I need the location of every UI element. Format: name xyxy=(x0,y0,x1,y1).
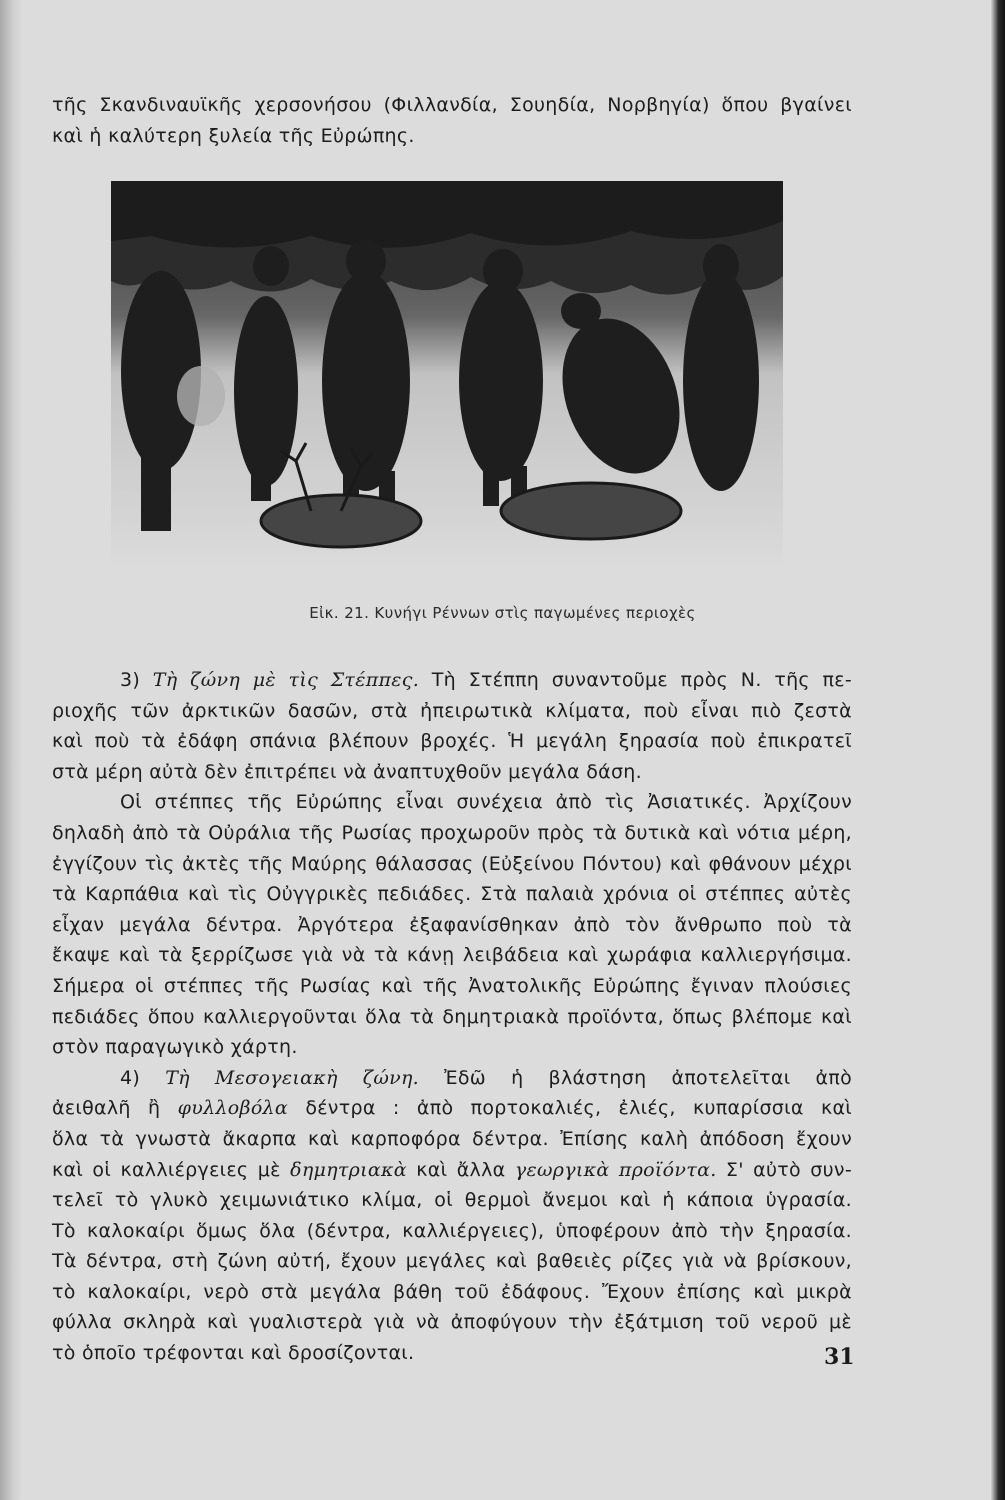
section-number: 4) xyxy=(120,1066,141,1089)
text-line: ἔκαψε καὶ τὰ ξερρίζωσε γιὰ νὰ τὰ κάνῃ λειβάδεια καὶ χωράφια καλλιεργήσιμα. xyxy=(52,944,852,967)
page-edge xyxy=(991,0,1005,1500)
section-heading-line xyxy=(52,665,852,696)
text-line xyxy=(52,1093,852,1124)
figure-caption: Εἰκ. 21. Κυνήγι Ρέννων στὶς παγωμένες περιοχὲς xyxy=(309,604,696,622)
italic-term: φυλλοβόλα xyxy=(177,1097,289,1120)
section-heading-line xyxy=(52,1063,852,1094)
text-line: δηλαδὴ ἀπὸ τὰ Οὐράλια τῆς Ρωσίας προχωροῦν πρὸς τὰ δυτικὰ καὶ νότια μέρη, xyxy=(52,821,852,844)
text-line: ριοχῆς τῶν ἀρκτικῶν δασῶν, στὰ ἠπειρωτικὰ κλίματα, ποὺ εἶναι πιὸ ζεστὰ xyxy=(52,699,852,722)
text-line: Σήμερα οἱ στέππες τῆς Ρωσίας καὶ τῆς Ἀνατολικῆς Εὐρώπης ἔγιναν πλούσιες xyxy=(52,974,852,997)
text-line: καὶ ποὺ τὰ ἐδάφη σπάνια βλέπουν βροχές. Ἡ μεγάλη ξηρασία ποὺ ἐπικρατεῖ xyxy=(52,730,852,753)
text-fragment: ἀειθαλῆ ἢ xyxy=(52,1097,161,1120)
text-line: τὰ Καρπάθια καὶ τὶς Οὐγγρικὲς πεδιάδες. Στὰ παλαιὰ χρόνια οἱ στέππες αὐτὲς xyxy=(52,883,852,906)
italic-term: δημητριακὰ xyxy=(290,1158,407,1181)
text-line: εἶχαν μεγάλα δέντρα. Ἀργότερα ἐξαφανίσθηκαν ἀπὸ τὸν ἄνθρωπο ποὺ τὰ xyxy=(52,913,852,936)
text-line: πεδιάδες ὅπου καλλιεργοῦνται ὅλα τὰ δημητριακὰ προϊόντα, ὅπως βλέπομε καὶ xyxy=(52,1005,852,1028)
intro-paragraph xyxy=(52,90,852,151)
text-line: Οἱ στέππες τῆς Εὐρώπης εἶναι συνέχεια ἀπὸ τὶς Ἀσιατικές. Ἀρχίζουν xyxy=(120,791,852,814)
text-line xyxy=(52,1155,852,1186)
text-fragment: καὶ οἱ καλλιέργειες μὲ xyxy=(52,1158,281,1181)
page-gutter xyxy=(0,0,22,1500)
text-line: καὶ ἡ καλύτερη ξυλεία τῆς Εὐρώπης. xyxy=(52,124,415,147)
text-line: Τὰ δέντρα, στὴ ζώνη αὐτή, ἔχουν μεγάλες καὶ βαθειὲς ρίζες γιὰ νὰ βρίσκουν, xyxy=(52,1250,852,1273)
text-line: τελεῖ τὸ γλυκὸ χειμωνιάτικο κλίμα, οἱ θερμοὶ ἄνεμοι καὶ ἡ κάποια ὑγρασία. xyxy=(52,1189,852,1212)
text-fragment: δέντρα : ἀπὸ πορτοκαλιές, ἐλιές, κυπαρίσσια καὶ xyxy=(305,1097,853,1120)
text-line: Τὸ καλοκαίρι ὅμως ὅλα (δέντρα, καλλιέργειες), ὑποφέρουν ἀπὸ τὴν ξηρασία. xyxy=(52,1219,852,1242)
italic-term: γεωργικὰ προϊόντα. xyxy=(514,1158,717,1181)
photo-illustration xyxy=(111,181,783,568)
section-title: Τὴ Μεσογειακὴ ζώνη. xyxy=(165,1066,419,1089)
text-fragment: Τὴ Στέππη συναντοῦμε πρὸς Ν. τῆς πε- xyxy=(431,669,852,691)
section-title: Τὴ ζώνη μὲ τὶς Στέππες. xyxy=(152,669,420,691)
text-line: ὅλα τὰ γνωστὰ ἄκαρπα καὶ καρποφόρα δέντρα. Ἐπίσης καλὴ ἀπόδοση ἔχουν xyxy=(52,1127,852,1150)
section-number: 3) xyxy=(120,669,141,691)
text-line: τὸ καλοκαίρι, νερὸ στὰ μεγάλα βάθη τοῦ ἐδάφους. Ἔχουν ἐπίσης καὶ μικρὰ xyxy=(52,1280,852,1303)
text-line: τὸ ὁποῖο τρέφονται καὶ δροσίζονται. xyxy=(52,1342,415,1365)
text-line: στὸν παραγωγικὸ χάρτη. xyxy=(52,1036,298,1059)
text-line: τῆς Σκανδιναυϊκῆς χερσονήσου (Φιλλανδία, Σουηδία, Νορβηγία) ὅπου βγαίνει xyxy=(52,94,852,116)
text-line: φύλλα σκληρὰ καὶ γυαλιστερὰ γιὰ νὰ ἀποφύγουν τὴν ἐξάτμιση τοῦ νεροῦ μὲ xyxy=(52,1311,852,1334)
section-steppes xyxy=(52,665,852,1369)
text-line: ἐγγίζουν τὶς ἀκτὲς τῆς Μαύρης θάλασσας (Εὐξείνου Πόντου) καὶ φθάνουν μέχρι xyxy=(52,852,852,875)
reindeer-hunt-photo xyxy=(111,181,783,568)
text-line: στὰ μέρη αὐτὰ δὲν ἐπιτρέπει νὰ ἀναπτυχθοῦν μεγάλα δάση. xyxy=(52,760,642,783)
text-fragment: Σ' αὐτὸ συν- xyxy=(725,1158,852,1181)
text-fragment: Ἐδῶ ἡ βλάστηση ἀποτελεῖται ἀπὸ xyxy=(444,1066,852,1089)
text-fragment: καὶ ἄλλα xyxy=(416,1158,506,1181)
page-number: 31 xyxy=(824,1344,855,1370)
